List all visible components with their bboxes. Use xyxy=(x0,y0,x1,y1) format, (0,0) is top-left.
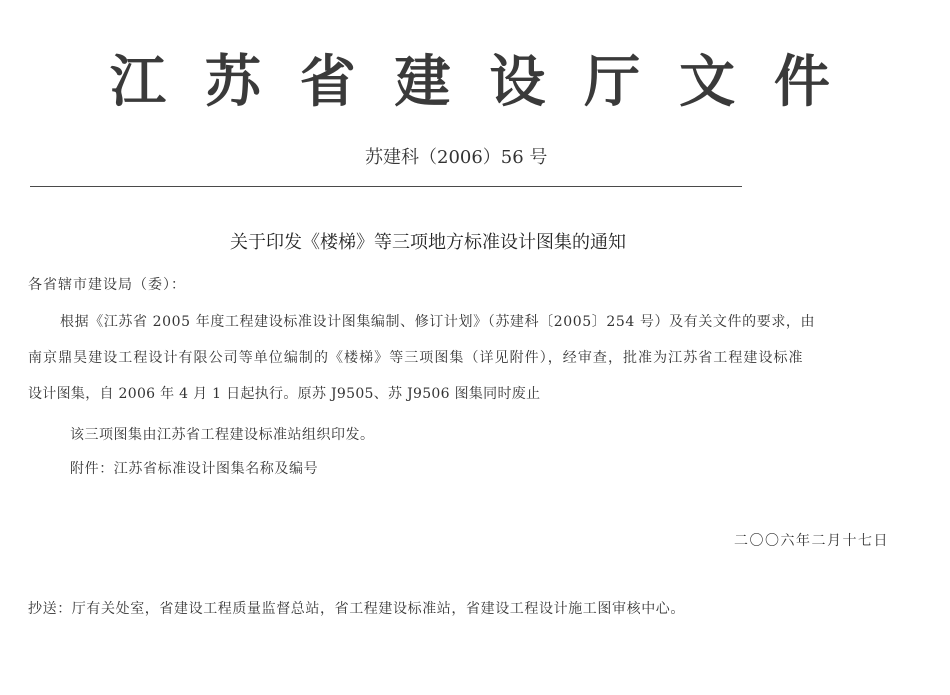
body-line: 根据《江苏省 2005 年度工程建设标准设计图集编制、修订计划》（苏建科〔2005〕254 号）及有关文件的要求，由 xyxy=(60,314,816,330)
issue-date: 二〇〇六年二月十七日 xyxy=(734,533,889,549)
header-char: 省 xyxy=(299,49,356,115)
header-char: 苏 xyxy=(204,49,261,115)
header-char: 设 xyxy=(489,49,546,115)
attachment-note: 附件：江苏省标准设计图集名称及编号 xyxy=(70,461,319,477)
header-char: 文 xyxy=(679,49,736,115)
header-divider xyxy=(30,186,742,187)
carbon-copy: 抄送：厅有关处室，省建设工程质量监督总站，省工程建设标准站，省建设工程设计施工图审核中心。 xyxy=(28,601,685,617)
document-title: 关于印发《楼梯》等三项地方标准设计图集的通知 xyxy=(230,232,626,253)
document-number: 苏建科（2006）56 号 xyxy=(365,147,548,168)
body-line: 设计图集，自 2006 年 4 月 1 日起执行。原苏 J9505、苏 J9506 图集同时废止 xyxy=(28,386,541,402)
body-line: 南京鼎昊建设工程设计有限公司等单位编制的《楼梯》等三项图集（详见附件），经审查，批准为江苏省工程建设标准 xyxy=(28,350,804,366)
header-char: 江 xyxy=(110,49,166,115)
header-char: 件 xyxy=(773,49,830,115)
body-line: 该三项图集由江苏省工程建设标准站组织印发。 xyxy=(70,427,375,443)
salutation: 各省辖市建设局（委）： xyxy=(28,277,186,293)
header-char: 厅 xyxy=(584,49,641,115)
header-char: 建 xyxy=(394,49,451,115)
document-header xyxy=(110,50,830,114)
